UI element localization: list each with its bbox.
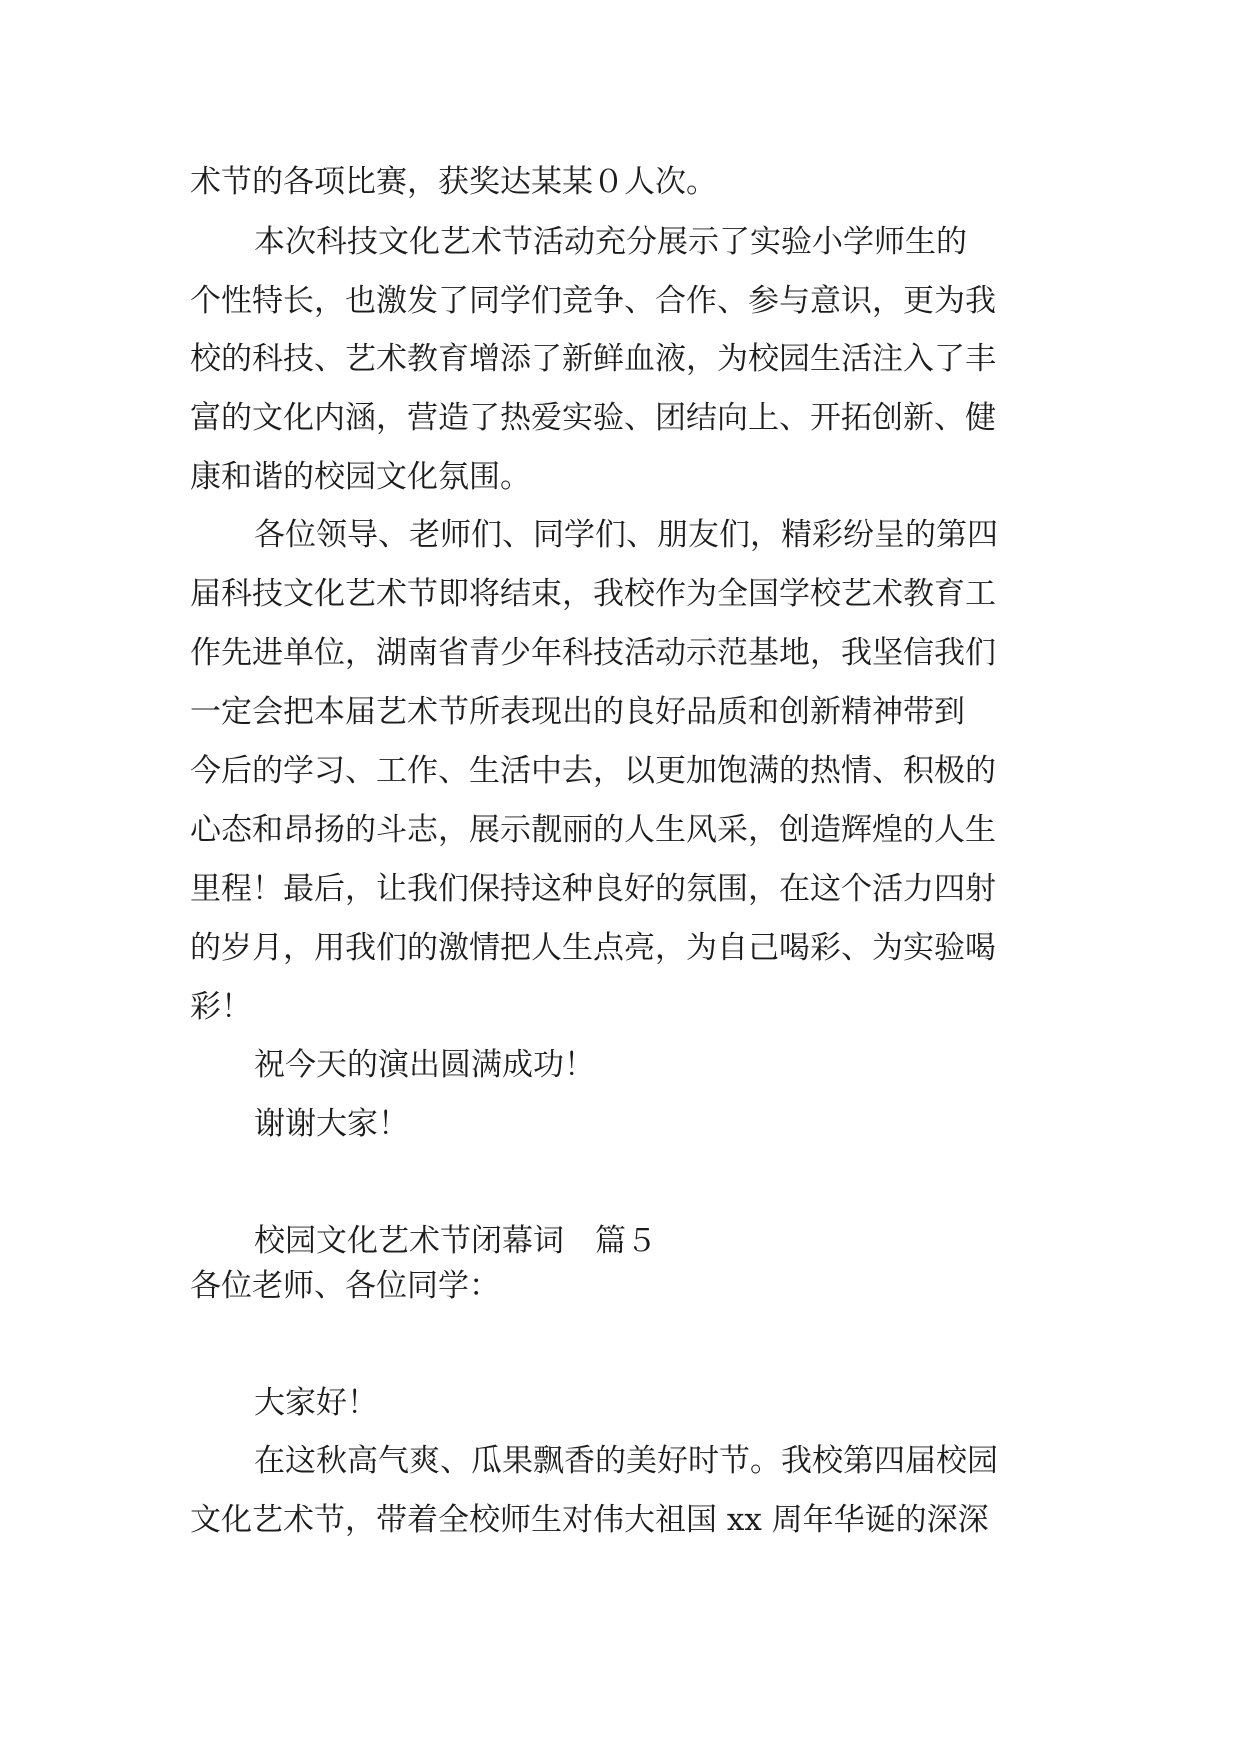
text-line: 作先进单位，湖南省青少年科技活动示范基地，我坚信我们 [190, 635, 996, 671]
text-line: 富的文化内涵，营造了热爱实验、团结向上、开拓创新、健 [190, 400, 996, 436]
text-line: 心态和昂扬的斗志，展示靓丽的人生风采，创造辉煌的人生 [190, 812, 996, 848]
text-line: 校的科技、艺术教育增添了新鲜血液，为校园生活注入了丰 [190, 341, 996, 377]
text-line: 个性特长，也激发了同学们竞争、合作、参与意识，更为我 [190, 283, 996, 319]
section-title: 校园文化艺术节闭幕词 篇５ [254, 1223, 657, 1259]
closing-line: 祝今天的演出圆满成功！ [254, 1047, 595, 1083]
text-line: 彩！ [190, 989, 252, 1025]
paragraph-start-line: 本次科技文化艺术节活动充分展示了实验小学师生的 [254, 224, 967, 260]
text-line: 文化艺术节，带着全校师生对伟大祖国 xx 周年华诞的深深 [190, 1502, 989, 1538]
text-line: 一定会把本届艺术节所表现出的良好品质和创新精神带到 [190, 694, 965, 730]
text-line: 的岁月，用我们的激情把人生点亮，为自己喝彩、为实验喝 [190, 930, 996, 966]
salutation: 各位老师、各位同学： [190, 1268, 500, 1304]
text-line: 今后的学习、工作、生活中去，以更加饱满的热情、积极的 [190, 753, 996, 789]
text-line: 康和谐的校园文化氛围。 [190, 459, 531, 495]
greeting: 大家好！ [254, 1385, 378, 1421]
text-line: 里程！最后，让我们保持这种良好的氛围，在这个活力四射 [190, 871, 996, 907]
paragraph-start-line: 各位领导、老师们、同学们、朋友们，精彩纷呈的第四 [254, 517, 998, 553]
text-line: 术节的各项比赛，获奖达某某０人次。 [190, 164, 717, 200]
thanks-line: 谢谢大家！ [254, 1106, 409, 1142]
paragraph-start-line: 在这秋高气爽、瓜果飘香的美好时节。我校第四届校园 [254, 1443, 998, 1479]
text-line: 届科技文化艺术节即将结束，我校作为全国学校艺术教育工 [190, 576, 996, 612]
